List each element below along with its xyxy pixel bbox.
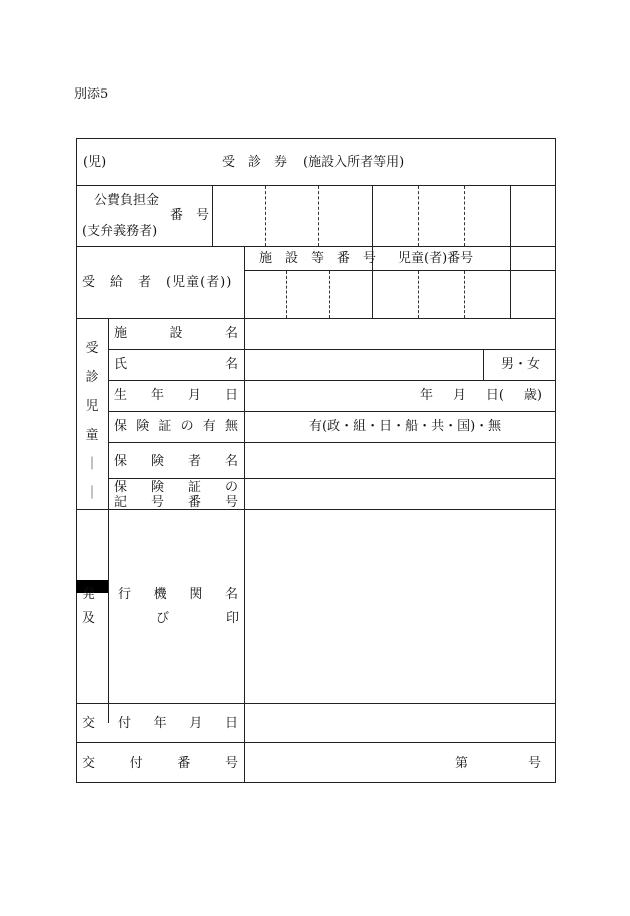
- label-char: 番: [177, 756, 191, 771]
- label-char: 名: [224, 454, 238, 469]
- issuer-side-char-1: 発: [82, 587, 96, 602]
- issue-number-prefix: 第: [455, 756, 469, 771]
- label-char: 険: [150, 480, 164, 495]
- column-divider: [108, 318, 109, 509]
- birth-date-value: [420, 389, 542, 402]
- column-divider: [212, 185, 213, 246]
- issue-date-label-first: 交: [82, 716, 96, 731]
- label-char: 行: [118, 587, 132, 602]
- label-char: 日: [224, 388, 238, 403]
- section-char: ｜: [85, 457, 99, 472]
- facility-name-label: [114, 327, 238, 340]
- column-divider: [108, 509, 109, 723]
- label-char: 号: [150, 495, 164, 510]
- label-char: 証: [187, 480, 201, 495]
- label-char: 保: [114, 419, 128, 434]
- label-char: 設: [169, 326, 183, 341]
- label-char: 名: [224, 357, 238, 372]
- label-char: 有: [202, 419, 216, 434]
- label-char: 月: [189, 716, 203, 731]
- label-char: 関: [189, 587, 203, 602]
- label-char: 者: [187, 454, 201, 469]
- label-char: 付: [118, 716, 132, 731]
- issue-number-label: [82, 757, 238, 770]
- label-char: 保: [114, 480, 128, 495]
- form-title: 受 診 券: [222, 155, 288, 170]
- digit-separator: [318, 186, 319, 246]
- label-char: 月: [452, 388, 466, 403]
- label-char: 証: [158, 419, 172, 434]
- label-char: の: [180, 419, 194, 434]
- birth-date-label: [114, 389, 238, 402]
- digit-separator: [418, 271, 419, 318]
- recipient-label: 受 給 者 (児童(者)): [82, 275, 233, 290]
- insurance-card-label: [114, 420, 238, 433]
- label-char: 日(: [485, 388, 504, 403]
- card-number-label-line2: [114, 496, 238, 509]
- row-divider: [76, 318, 556, 319]
- column-divider: [244, 246, 245, 783]
- issue-number-suffix: 号: [528, 756, 542, 771]
- digit-separator: [464, 271, 465, 318]
- column-divider: [483, 349, 484, 380]
- form-subtitle: (施設入所者等用): [303, 155, 405, 170]
- sex-options: 男・女: [501, 357, 541, 372]
- label-char: 付: [129, 756, 143, 771]
- label-char: 生: [114, 388, 128, 403]
- row-divider: [108, 442, 556, 443]
- digit-separator: [265, 186, 266, 246]
- label-char: 保: [114, 454, 128, 469]
- label-char: 記: [114, 495, 128, 510]
- section-char: 受: [85, 341, 99, 356]
- payer-label-line2: 番 号: [170, 208, 210, 223]
- label-char: 機: [153, 587, 167, 602]
- column-divider: [510, 185, 511, 318]
- section-char: 診: [85, 370, 99, 385]
- row-divider: [76, 185, 556, 186]
- row-divider: [108, 478, 556, 479]
- document-label: 別添5: [74, 87, 109, 102]
- section-char: 童: [85, 428, 99, 443]
- seal-label: 印: [226, 611, 240, 626]
- payer-label-line3: (支弁義務者): [82, 224, 158, 239]
- label-char: 交: [82, 756, 96, 771]
- label-char: 険: [136, 419, 150, 434]
- label-char: 年: [153, 716, 167, 731]
- name-label: [114, 358, 238, 371]
- digit-separator: [418, 186, 419, 246]
- row-divider: [108, 349, 556, 350]
- issuer-side-char-2: 及: [82, 611, 96, 626]
- child-number-header: 児童(者)番号: [398, 251, 474, 266]
- issuing-agency-label-mid: び: [156, 611, 170, 626]
- label-char: 日: [224, 716, 238, 731]
- digit-separator: [329, 271, 330, 318]
- label-char: 歳): [523, 388, 542, 403]
- row-divider: [76, 742, 556, 743]
- label-char: 号: [224, 756, 238, 771]
- label-char: 年: [150, 388, 164, 403]
- row-divider: [76, 703, 556, 704]
- facility-number-header: 施 設 等 番 号: [259, 251, 377, 266]
- insurance-options: 有(政・組・日・船・共・国)・無: [309, 419, 502, 434]
- row-divider: [76, 246, 556, 247]
- row-divider: [108, 380, 556, 381]
- label-char: 号: [224, 495, 238, 510]
- digit-separator: [464, 186, 465, 246]
- issuing-agency-label: [118, 588, 238, 601]
- label-char: 年: [420, 388, 434, 403]
- section-char: ｜: [85, 486, 99, 501]
- header-prefix: (児): [83, 155, 107, 170]
- label-char: 月: [187, 388, 201, 403]
- label-char: 険: [150, 454, 164, 469]
- label-char: 無: [224, 419, 238, 434]
- card-number-label-line1: [114, 481, 238, 494]
- label-char: 番: [187, 495, 201, 510]
- label-char: 名: [224, 587, 238, 602]
- label-char: の: [224, 480, 238, 495]
- section-char: 児: [85, 399, 99, 414]
- issue-date-label: [118, 717, 238, 730]
- row-divider: [108, 411, 556, 412]
- label-char: 施: [114, 326, 128, 341]
- patient-section-label: [82, 342, 102, 500]
- digit-separator: [286, 271, 287, 318]
- payer-label-line1: 公費負担金: [94, 193, 160, 208]
- label-char: 氏: [114, 357, 128, 372]
- insurer-name-label: [114, 455, 238, 468]
- row-divider: [76, 509, 556, 510]
- label-char: 名: [224, 326, 238, 341]
